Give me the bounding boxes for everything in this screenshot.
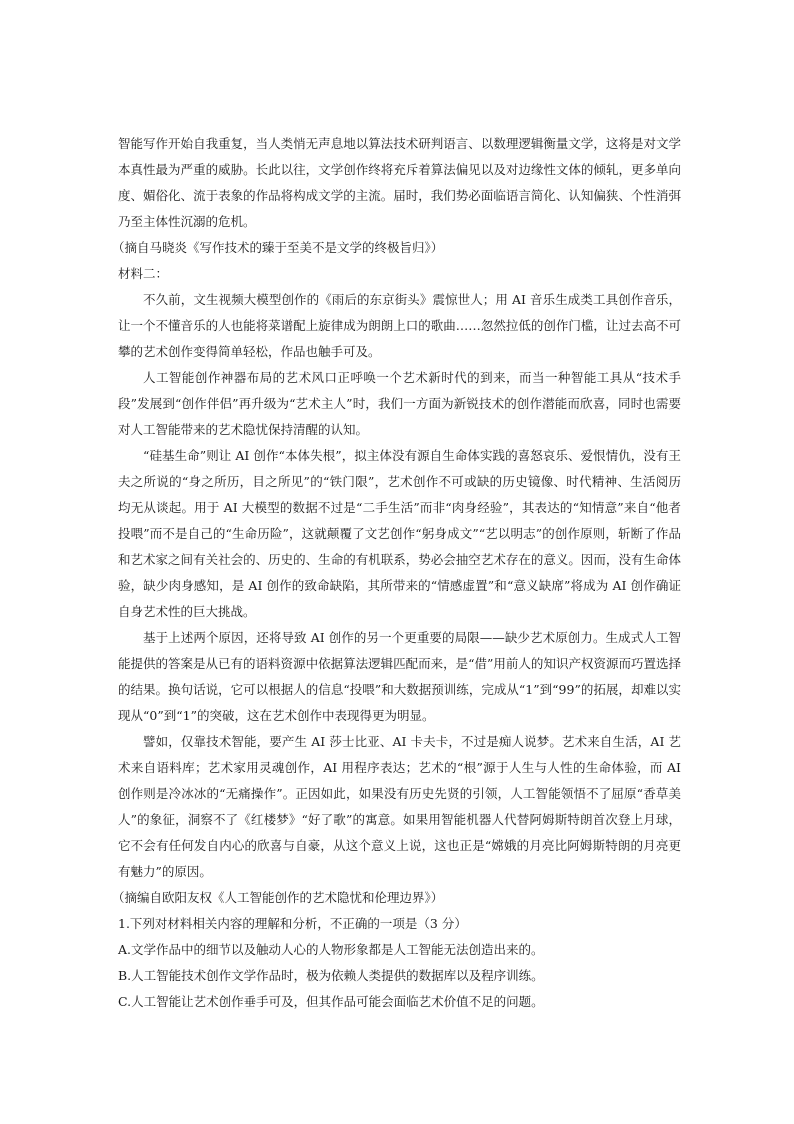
material1-continued-paragraph: 智能写作开始自我重复，当人类悄无声息地以算法技术研判语言、以数理逻辑衡量文学，这将是对文学本真性最为严重的威胁。长此以往，文学创作终将充斥着算法偏见以及对边缘性文体的倾轧，更多单向度、媚俗化、流于表象的作品将构成文学的主流。届时，我们势必面临语言简化、认知偏狭、个性消弭乃至主体性沉溺的危机。 — [118, 136, 681, 229]
question1-option-a: A.文学作品中的细节以及触动人心的人物形象都是人工智能无法创造出来的。 — [118, 942, 544, 957]
material2-source: （摘编自欧阳友权《人工智能创作的艺术隐忧和伦理边界》） — [112, 890, 444, 905]
question1-option-b: B.人工智能技术创作文学作品时，极为依赖人类提供的数据库以及程序训练。 — [118, 968, 544, 983]
material2-paragraph: 譬如，仅靠技术智能，要产生 AI 莎士比亚、AI 卡夫卡，不过是痴人说梦。艺术来自生活，AI 艺术来自语料库；艺术家用灵魂创作，AI 用程序表达；艺术的“根”源于人生与人性的生命体验，而 AI 创作则是冷冰冰的“无痛操作”。正因如此，如果没有历史先贤的引领，人工智能领悟不了屈原“香草美人”的象征，洞察不了《红楼梦》“好了歌”的寓意。如果用智能机器人代替阿姆斯特朗首次登上月球，它不会有任何发自内心的欣喜与自豪，从这个意义上说，这也正是“嫦娥的月亮比阿姆斯特朗的月亮更有魅力”的原因。 — [118, 734, 681, 879]
material1-source: （摘自马晓炎《写作技术的臻于至美不是文学的终极旨归》） — [112, 240, 444, 255]
material2-paragraph: 不久前，文生视频大模型创作的《雨后的东京街头》震惊世人；用 AI 音乐生成类工具创作音乐，让一个不懂音乐的人也能将菜谱配上旋律成为朗朗上口的歌曲……忽然拉低的创作门槛，让过去高不可攀的艺术创作变得简单轻松，作品也触手可及。 — [118, 292, 681, 359]
material2-paragraph: “硅基生命”则让 AI 创作“本体失根”，拟主体没有源自生命体实践的喜怒哀乐、爱恨情仇，没有王夫之所说的“身之所历，目之所见”的“铁门限”，艺术创作不可或缺的历史镜像、时代精神、生活阅历均无从谈起。用于 AI 大模型的数据不过是“二手生活”而非“肉身经验”，其表达的“知情意”来自“他者投喂”而不是自己的“生命历险”，这就颠覆了文艺创作“躬身成文”“艺以明志”的创作原则，斩断了作品和艺术家之间有关社会的、历史的、生命的有机联系，势必会抽空艺术存在的意义。因而，没有生命体验，缺少肉身感知，是 AI 创作的致命缺陷，其所带来的“情感虚置”和“意义缺席”将成为 AI 创作确证自身艺术性的巨大挑战。 — [118, 448, 681, 619]
material2-paragraph: 人工智能创作神器布局的艺术风口正呼唤一个艺术新时代的到来，而当一种智能工具从“技术手段”发展到“创作伴侣”再升级为“艺术主人”时，我们一方面为新锐技术的创作潜能而欣喜，同时也需要对人工智能带来的艺术隐忧保持清醒的认知。 — [118, 370, 681, 437]
material2-heading: 材料二： — [118, 266, 169, 281]
material2-paragraph: 基于上述两个原因，还将导致 AI 创作的另一个更重要的局限——缺少艺术原创力。生成式人工智能提供的答案是从已有的语料资源中依据算法逻辑匹配而来，是“借”用前人的知识产权资源而巧置选择的结果。换句话说，它可以根据人的信息“投喂”和大数据预训练，完成从“1”到“99”的拓展，却难以实现从“0”到“1”的突破，这在艺术创作中表现得更为明显。 — [118, 630, 681, 723]
question1-stem: 1.下列对材料相关内容的理解和分析，不正确的一项是（3 分） — [118, 916, 467, 931]
question1-option-c: C.人工智能让艺术创作垂手可及，但其作品可能会面临艺术价值不足的问题。 — [118, 994, 544, 1009]
